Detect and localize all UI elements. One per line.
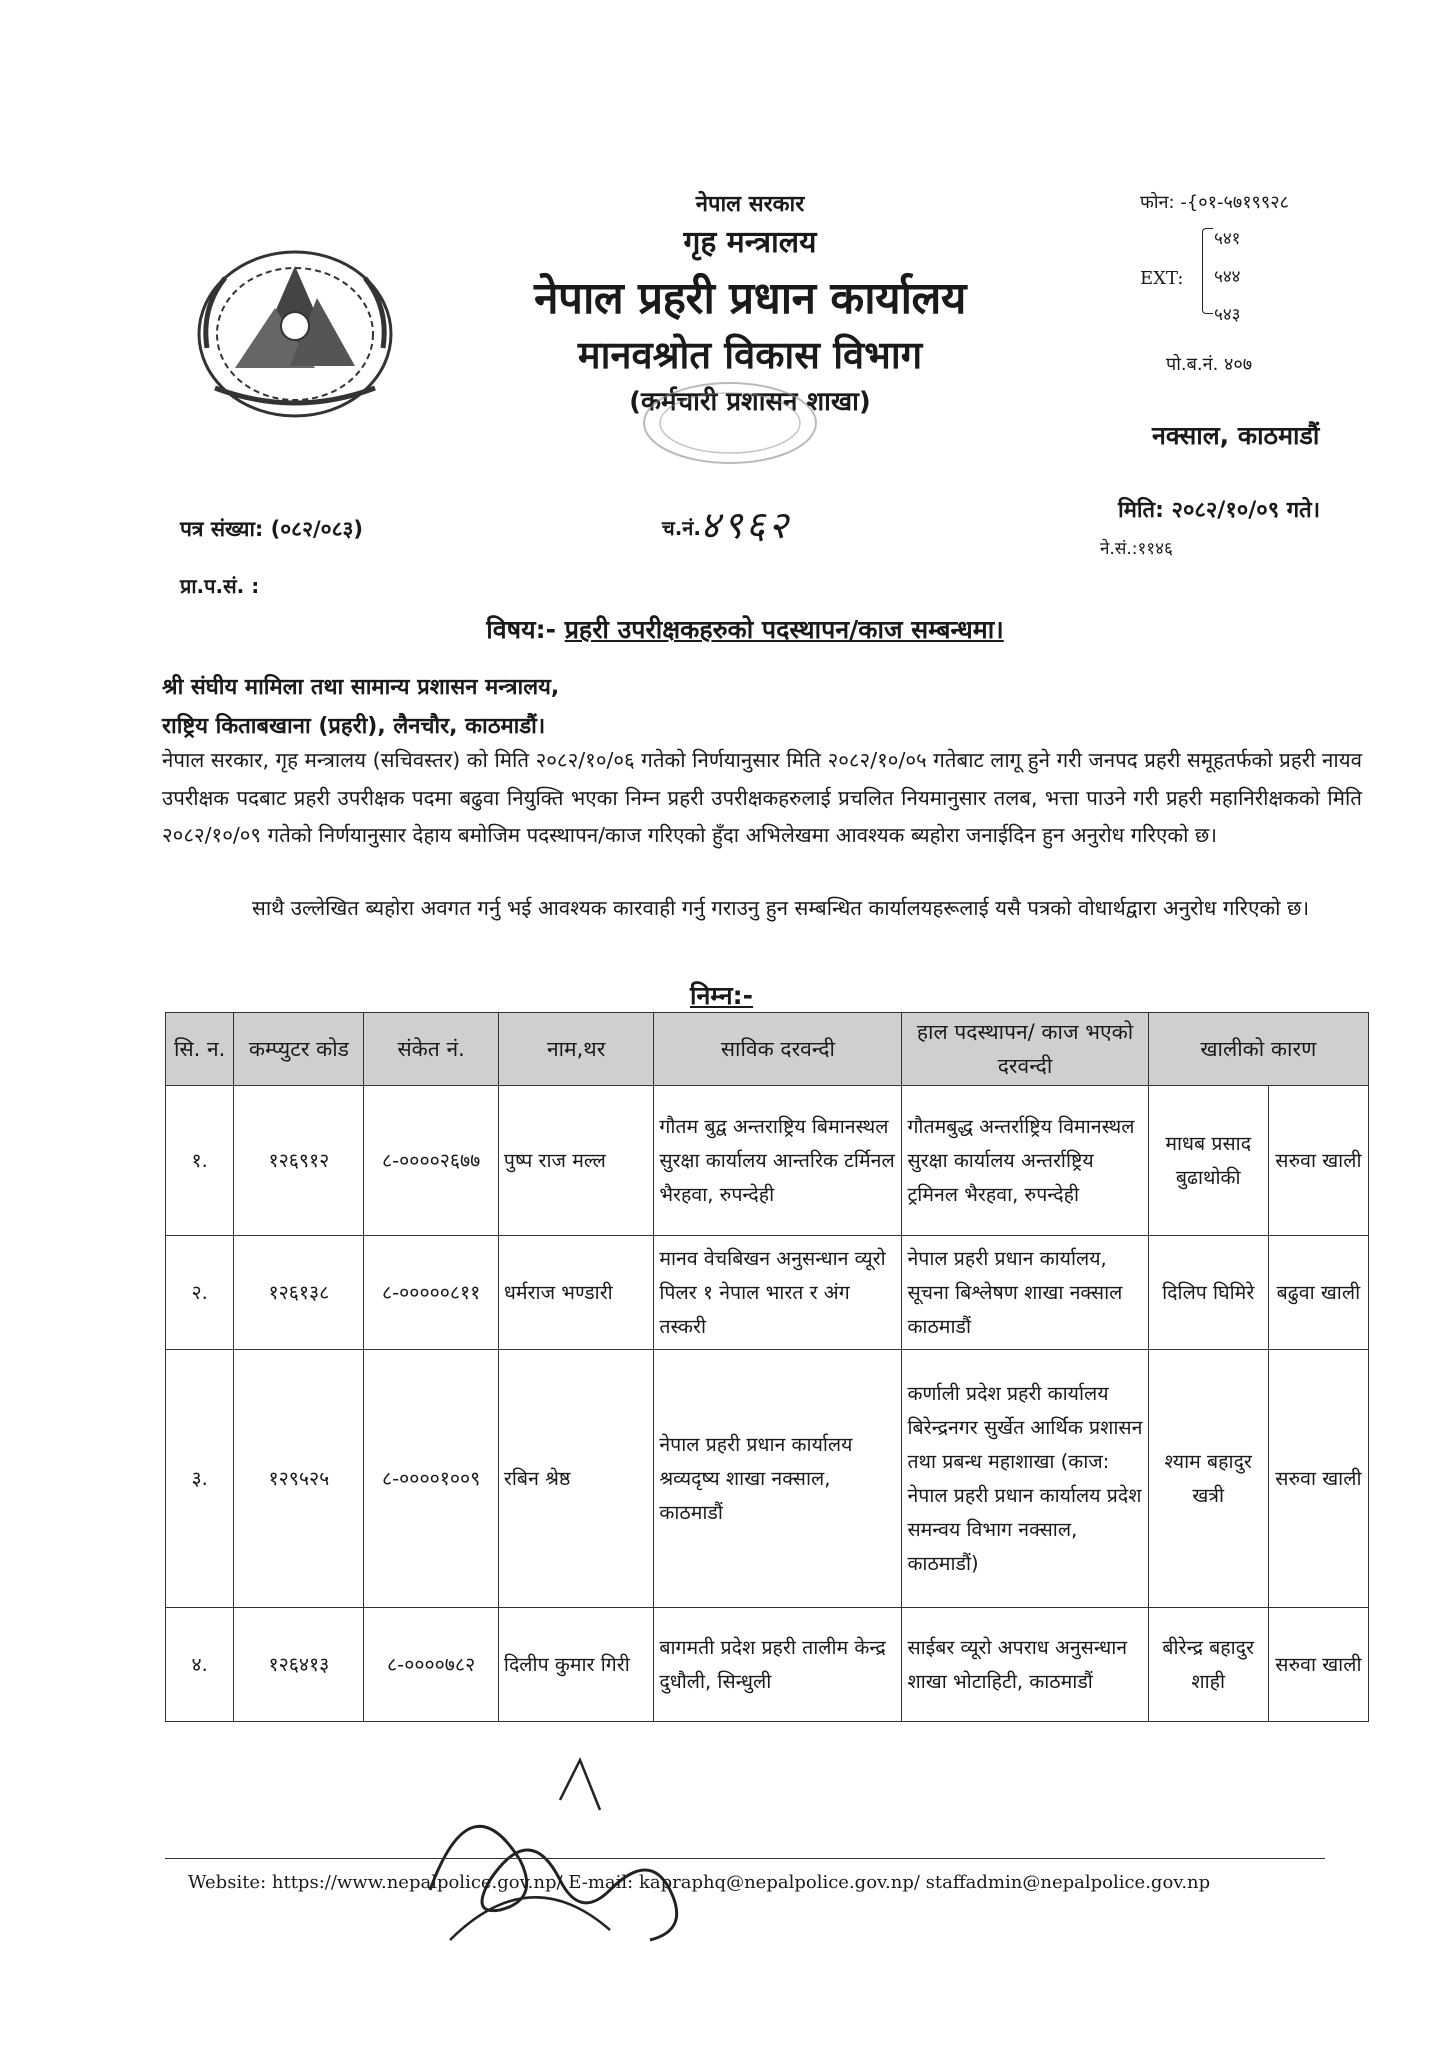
subject-line: [370, 612, 1120, 646]
reference-number: पत्र संख्या: (०८२/०८३): [180, 517, 364, 541]
body-paragraph: नेपाल सरकार, गृह मन्त्रालय (सचिवस्तर) को मिति २०८२/१०/०६ गतेको निर्णयानुसार मिति २०८२/१०/०५ गतेबाट लागू हुने गरी जनपद प्रहरी समूहतर्फको प्रहरी नायव उपरीक्षक पदबाट प्रहरी उपरीक्षक पदमा बढुवा नियुक्ति भएका निम्न प्रहरी उपरीक्षकहरुलाई प्रचलित नियमानुसार तलब, भत्ता पाउने गरी प्रहरी महानिरीक्षकको मिति २०८२/१०/०९ गतेको निर्णयानुसार देहाय बमोजिम पदस्थापन/काज गरिएको हुँदा अभिलेखमा आवश्यक ब्यहोरा जनाईदिन हुन अनुरोध गरिएको छ।: [162, 748, 1362, 847]
cell-reason: सरुवा खाली: [1268, 1608, 1368, 1722]
ext-number: ५४४: [1214, 267, 1241, 287]
cell-sanket: ८-००००१००९: [364, 1350, 499, 1608]
cell-name: पुष्प राज मल्ल: [498, 1086, 653, 1236]
cell-code: १२९५२५: [234, 1350, 364, 1608]
addressee-line: राष्ट्रिय किताबखाना (प्रहरी), लैनचौर, काठमाडौं।: [162, 714, 546, 739]
cell-previous-post: मानव वेचबिखन अनुसन्धान व्यूरो पिलर १ नेपाल भारत र अंग तस्करी: [654, 1236, 902, 1350]
office-stamp-icon: [640, 378, 820, 468]
cell-code: १२६९१२: [234, 1086, 364, 1236]
branch-name: (कर्मचारी प्रशासन शाखा): [629, 387, 871, 417]
header-name: नाम,थर: [498, 1013, 653, 1086]
table-row: [166, 1608, 1369, 1722]
phone-number: फोन: -{०१-५७१९९२८: [1140, 192, 1289, 213]
cell-sn: ४.: [166, 1608, 234, 1722]
department-name: मानवश्रोत विकास विभाग: [577, 333, 923, 377]
cell-vacant-by: दिलिप घिमिरे: [1148, 1236, 1268, 1350]
letter-date: मिति: २०८२/१०/०९ गते।: [1118, 498, 1321, 523]
cell-reason: बढुवा खाली: [1268, 1236, 1368, 1350]
cell-name: धर्मराज भण्डारी: [498, 1236, 653, 1350]
office-address: नक्साल, काठमाडौं: [1152, 421, 1320, 450]
cell-vacant-by: बीरेन्द्र बहादुर शाही: [1148, 1608, 1268, 1722]
ext-bracket: [1202, 228, 1213, 314]
ministry-name: गृह मन्त्रालय: [683, 225, 817, 260]
header-previous-post: साविक दरवन्दी: [654, 1013, 902, 1086]
cell-sn: ३.: [166, 1350, 234, 1608]
posting-table: [165, 1012, 1369, 1722]
header-sanket: संकेत नं.: [364, 1013, 499, 1086]
dispatch-number: ४९६२: [700, 503, 792, 547]
cell-current-post: साईबर व्यूरो अपराध अनुसन्धान शाखा भोटाहिटी, काठमाडौं: [902, 1608, 1148, 1722]
cell-reason: सरुवा खाली: [1268, 1086, 1368, 1236]
header-vacancy-reason: खालीको कारण: [1148, 1013, 1368, 1086]
cell-previous-post: गौतम बुद्व अन्तराष्ट्रिय बिमानस्थल सुरक्षा कार्यालय आन्तरिक टर्मिनल भैरहवा, रुपन्देही: [654, 1086, 902, 1236]
cell-code: १२६१३८: [234, 1236, 364, 1350]
cell-vacant-by: माधब प्रसाद बुढाथोकी: [1148, 1086, 1268, 1236]
signature-icon: [410, 1740, 770, 1960]
cell-sanket: ८-००००७८२: [364, 1608, 499, 1722]
addressee: [162, 707, 1362, 746]
prapasan-label: प्रा.प.सं. :: [180, 574, 260, 598]
cell-sanket: ८-०००००८११: [364, 1236, 499, 1350]
header-sn: सि. न.: [166, 1013, 234, 1086]
cell-previous-post: नेपाल प्रहरी प्रधान कार्यालय श्रव्यदृष्य शाखा नक्साल, काठमाडौं: [654, 1350, 902, 1608]
cell-sn: १.: [166, 1086, 234, 1236]
cell-previous-post: बागमती प्रदेश प्रहरी तालीम केन्द्र दुधौली, सिन्धुली: [654, 1608, 902, 1722]
body-paragraph: साथै उल्लेखित ब्यहोरा अवगत गर्नु भई आवश्यक कारवाही गर्नु गराउनु हुन सम्बन्धित कार्यालयहरूलाई यसै पत्रको वोधार्थद्वारा अनुरोध गरिएको छ।: [252, 896, 1310, 920]
cell-current-post: कर्णाली प्रदेश प्रहरी कार्यालय बिरेन्द्रनगर सुर्खेत आर्थिक प्रशासन तथा प्रबन्ध महाशाखा (काज: नेपाल प्रहरी प्रधान कार्यालय प्रदेश समन्वय विभाग नक्साल, काठमाडौं): [902, 1350, 1148, 1608]
footer-divider: [165, 1858, 1325, 1859]
cell-reason: सरुवा खाली: [1268, 1350, 1368, 1608]
dispatch-label: च.नं.: [662, 516, 701, 540]
table-row: [166, 1236, 1369, 1350]
office-name: नेपाल प्रहरी प्रधान कार्यालय: [534, 273, 966, 324]
cell-sanket: ८-००००२६७७: [364, 1086, 499, 1236]
ext-label: EXT:: [1140, 268, 1184, 289]
list-heading: निम्न:-: [690, 981, 754, 1010]
ext-number: ५४१: [1214, 229, 1241, 249]
cell-name: रबिन श्रेष्ठ: [498, 1350, 653, 1608]
nepal-emblem-icon: [195, 248, 395, 420]
cell-code: १२६४१३: [234, 1608, 364, 1722]
po-box: पो.ब.नं. ४०७: [1166, 354, 1253, 375]
footer-contact: Website: https://www.nepalpolice.gov.np/ E-mail: kapraphq@nepalpolice.gov.np/ staffadmin@nepalpolice.gov.np: [188, 1872, 1211, 1893]
ext-number: ५४३: [1214, 305, 1241, 325]
cell-vacant-by: श्याम बहादुर खत्री: [1148, 1350, 1268, 1608]
header-current-post: हाल पदस्थापन/ काज भएको दरवन्दी: [902, 1013, 1148, 1086]
table-header-row: [166, 1013, 1369, 1086]
subject-label: विषय:-: [486, 615, 556, 644]
nepal-sambat: ने.सं.:११४६: [1100, 539, 1173, 559]
cell-sn: २.: [166, 1236, 234, 1350]
cell-name: दिलीप कुमार गिरी: [498, 1608, 653, 1722]
cell-current-post: गौतमबुद्ध अन्तर्राष्ट्रिय विमानस्थल सुरक्षा कार्यालय अन्तर्राष्ट्रिय ट्रमिनल भैरहवा, रुपन्देही: [902, 1086, 1148, 1236]
government-name: नेपाल सरकार: [695, 192, 805, 217]
table-row: [166, 1086, 1369, 1236]
subject-text: प्रहरी उपरीक्षकहरुको पदस्थापन/काज सम्बन्धमा।: [564, 615, 1004, 644]
addressee-line: श्री संघीय मामिला तथा सामान्य प्रशासन मन्त्रालय,: [162, 675, 560, 700]
header-computer-code: कम्प्युटर कोड: [234, 1013, 364, 1086]
cell-current-post: नेपाल प्रहरी प्रधान कार्यालय, सूचना बिश्लेषण शाखा नक्साल काठमाडौं: [902, 1236, 1148, 1350]
table-row: [166, 1350, 1369, 1608]
addressee: [162, 668, 1362, 707]
